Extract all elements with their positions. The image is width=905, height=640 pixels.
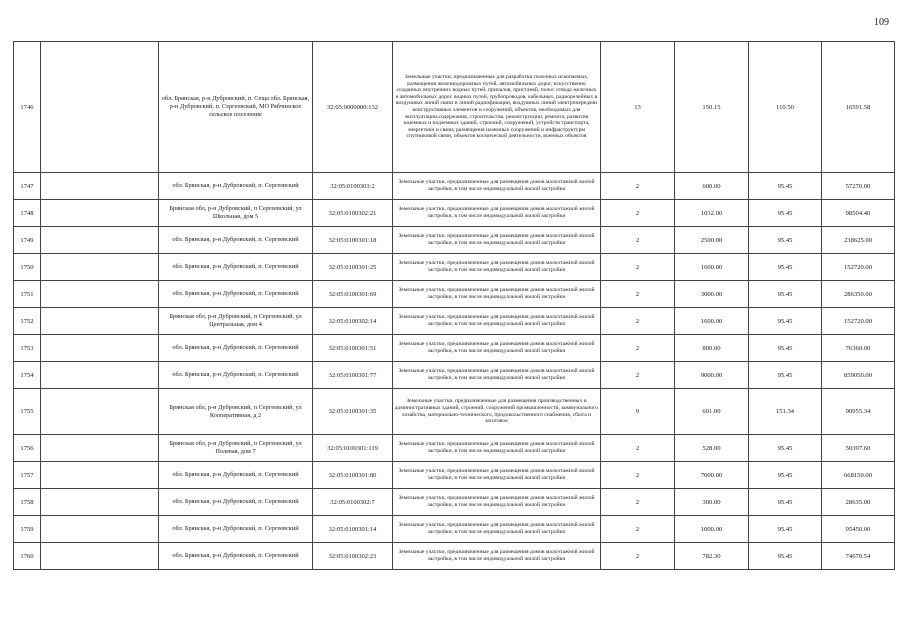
area: 782.30 <box>675 543 749 570</box>
category-code: 2 <box>601 308 675 335</box>
category-code: 2 <box>601 362 675 389</box>
cadastral-value: 74670.54 <box>822 543 895 570</box>
area: 601.00 <box>675 389 749 435</box>
land-use: Земельные участки, предназначенные для размещения домов малоэтажной жилой застройки, в том числе индивидуальной жилой застройки <box>393 462 601 489</box>
land-use: Земельные участки, предназначенные для размещения домов малоэтажной жилой застройки, в том числе индивидуальной жилой застройки <box>393 254 601 281</box>
area: 3000.00 <box>675 281 749 308</box>
address: обл. Брянская, р-н Дубровский, п. Сергеевский <box>159 462 313 489</box>
table-row <box>14 200 895 227</box>
address: Брянская обл, р-н Дубровский, п Сергеевский, ул Полевая, дом 7 <box>159 435 313 462</box>
table-row <box>14 389 895 435</box>
cadastral-value: 98504.40 <box>822 200 895 227</box>
empty-cell <box>41 389 159 435</box>
area: 528.00 <box>675 435 749 462</box>
address: обл. Брянская, р-н Дубровский, п. Сергеевский <box>159 173 313 200</box>
land-use: Земельные участки, предназначенные для размещения домов малоэтажной жилой застройки, в том числе индивидуальной жилой застройки <box>393 335 601 362</box>
land-use: Земельные участки, предназначенные для размещения домов малоэтажной жилой застройки, в том числе индивидуальной жилой застройки <box>393 543 601 570</box>
area: 800.00 <box>675 335 749 362</box>
row-number: 1749 <box>14 227 41 254</box>
address: обл. Брянская, р-н Дубровский, п. Сергеевский <box>159 516 313 543</box>
cadastral-value: 76360.00 <box>822 335 895 362</box>
table-row <box>14 489 895 516</box>
row-number: 1760 <box>14 543 41 570</box>
category-code: 2 <box>601 335 675 362</box>
area: 600.00 <box>675 173 749 200</box>
land-use: Земельные участки, предназначенные для размещения домов малоэтажной жилой застройки, в том числе индивидуальной жилой застройки <box>393 227 601 254</box>
cadastral-number: 32:05:0100301:77 <box>313 362 393 389</box>
rate: 95.45 <box>749 516 822 543</box>
rate: 95.45 <box>749 435 822 462</box>
table-row <box>14 42 895 173</box>
rate: 151.34 <box>749 389 822 435</box>
address: обл. Брянская, р-н Дубровский, п. Сергеевский <box>159 489 313 516</box>
empty-cell <box>41 489 159 516</box>
category-code: 9 <box>601 389 675 435</box>
cadastral-value: 28635.00 <box>822 489 895 516</box>
empty-cell <box>41 335 159 362</box>
table-row <box>14 254 895 281</box>
cadastral-number: 32:05:0100303:2 <box>313 173 393 200</box>
land-use: Земельные участки, предназначенные для размещения домов малоэтажной жилой застройки, в том числе индивидуальной жилой застройки <box>393 173 601 200</box>
table-row <box>14 462 895 489</box>
rate: 95.45 <box>749 543 822 570</box>
cadastral-number: 32:05:0100302:23 <box>313 543 393 570</box>
cadastral-number: 32:05:0100301:80 <box>313 462 393 489</box>
address: обл. Брянская, р-н Дубровский, п. Сергеевский <box>159 335 313 362</box>
empty-cell <box>41 462 159 489</box>
category-code: 2 <box>601 200 675 227</box>
row-number: 1758 <box>14 489 41 516</box>
cadastral-value: 57270.00 <box>822 173 895 200</box>
table-row <box>14 435 895 462</box>
cadastral-number: 32:05:0100302:21 <box>313 200 393 227</box>
table-row <box>14 281 895 308</box>
rate: 95.45 <box>749 281 822 308</box>
land-use: Земельные участки, предназначенные для размещения домов малоэтажной жилой застройки, в том числе индивидуальной жилой застройки <box>393 200 601 227</box>
category-code: 2 <box>601 462 675 489</box>
row-number: 1746 <box>14 42 41 173</box>
empty-cell <box>41 516 159 543</box>
rate: 95.45 <box>749 335 822 362</box>
empty-cell <box>41 254 159 281</box>
empty-cell <box>41 543 159 570</box>
land-use: Земельные участки, предназначенные для размещения домов малоэтажной жилой застройки, в том числе индивидуальной жилой застройки <box>393 516 601 543</box>
row-number: 1756 <box>14 435 41 462</box>
rate: 95.45 <box>749 362 822 389</box>
cadastral-value: 859050.00 <box>822 362 895 389</box>
cadastral-number: 32:05:0100301:119 <box>313 435 393 462</box>
empty-cell <box>41 362 159 389</box>
cadastral-number: 32:05:0100302:14 <box>313 308 393 335</box>
rate: 95.45 <box>749 308 822 335</box>
cadastral-value: 16591.58 <box>822 42 895 173</box>
address: Брянская обл, р-н Дубровский, п Сергеевский, ул Школьная, дом 5 <box>159 200 313 227</box>
area: 1000.00 <box>675 516 749 543</box>
empty-cell <box>41 42 159 173</box>
empty-cell <box>41 200 159 227</box>
row-number: 1748 <box>14 200 41 227</box>
land-use: Земельные участки, предназначенные для размещения домов малоэтажной жилой застройки, в том числе индивидуальной жилой застройки <box>393 308 601 335</box>
address: обл. Брянская, р-н Дубровский, п. Сергеевский <box>159 254 313 281</box>
area: 1600.00 <box>675 254 749 281</box>
land-use: Земельные участки, предназначенные для размещения домов малоэтажной жилой застройки, в том числе индивидуальной жилой застройки <box>393 435 601 462</box>
row-number: 1754 <box>14 362 41 389</box>
land-use: Земельные участки, предназначенные для размещения домов малоэтажной жилой застройки, в том числе индивидуальной жилой застройки <box>393 281 601 308</box>
category-code: 2 <box>601 173 675 200</box>
land-use: Земельные участки, предназначенные для разработки полезных ископаемых, размещения железнодорожных путей, автомобильных дорог, искусственно созданных внутренних водных путей, причалов, пристаней, полос отвода железных и автомобильных дорог, водных путей, трубопроводов, кабельных, радиорелейных и воздушных линий связи и линий радиофикации, воздушных линий электропередачи конструктивных элементов и сооружений, объектов, необходимых для эксплуатации,содержания, строительства, реконструкции, ремонта, развития наземных и подземных зданий, строений, сооружений, устройств транспорта, энергетики и связи; размещения наземных сооружений и инфраструктуры спутниковой связи, объектов космической деятельности, военных объектов <box>393 42 601 173</box>
land-use: Земельные участки, предназначенные для размещения производственных и административных зданий, строений, сооружений промышленности, коммунального хозяйства, материально-технического, продовольственного снабжения, сбыта и заготовок <box>393 389 601 435</box>
area: 150.15 <box>675 42 749 173</box>
cadastral-value: 152720.00 <box>822 254 895 281</box>
table-row <box>14 543 895 570</box>
empty-cell <box>41 281 159 308</box>
rate: 95.45 <box>749 489 822 516</box>
row-number: 1752 <box>14 308 41 335</box>
address: Брянская обл, р-н Дубровский, п Сергеевский, ул Центральная, дом 4 <box>159 308 313 335</box>
category-code: 2 <box>601 516 675 543</box>
empty-cell <box>41 435 159 462</box>
category-code: 2 <box>601 281 675 308</box>
category-code: 2 <box>601 254 675 281</box>
row-number: 1753 <box>14 335 41 362</box>
address: Брянская обл, р-н Дубровский, п Сергеевский, ул Кооперативная, д 2 <box>159 389 313 435</box>
rate: 95.45 <box>749 462 822 489</box>
table-row <box>14 308 895 335</box>
cadastral-value: 238625.00 <box>822 227 895 254</box>
cadastral-number: 32:05:0100301:35 <box>313 389 393 435</box>
cadastral-value: 90955.34 <box>822 389 895 435</box>
row-number: 1747 <box>14 173 41 200</box>
area: 1600.00 <box>675 308 749 335</box>
cadastral-value: 668150.00 <box>822 462 895 489</box>
cadastral-number: 32:05:0100301:51 <box>313 335 393 362</box>
table-row <box>14 335 895 362</box>
table-row <box>14 516 895 543</box>
land-use: Земельные участки, предназначенные для размещения домов малоэтажной жилой застройки, в том числе индивидуальной жилой застройки <box>393 362 601 389</box>
rate: 95.45 <box>749 227 822 254</box>
land-registry-table <box>13 41 895 570</box>
cadastral-number: 32:05:0100302:7 <box>313 489 393 516</box>
rate: 95.45 <box>749 254 822 281</box>
rate: 95.45 <box>749 173 822 200</box>
row-number: 1759 <box>14 516 41 543</box>
rate: 110.50 <box>749 42 822 173</box>
cadastral-value: 50397.60 <box>822 435 895 462</box>
row-number: 1751 <box>14 281 41 308</box>
table-row <box>14 362 895 389</box>
area: 2500.00 <box>675 227 749 254</box>
category-code: 2 <box>601 435 675 462</box>
empty-cell <box>41 227 159 254</box>
address: обл. Брянская, р-н Дубровский, п. Сергеевский <box>159 281 313 308</box>
empty-cell <box>41 308 159 335</box>
cadastral-value: 286350.00 <box>822 281 895 308</box>
rate: 95.45 <box>749 200 822 227</box>
cadastral-value: 95450.00 <box>822 516 895 543</box>
category-code: 13 <box>601 42 675 173</box>
area: 300.00 <box>675 489 749 516</box>
row-number: 1755 <box>14 389 41 435</box>
address: обл. Брянская, р-н Дубровский, п. Сергеевский <box>159 227 313 254</box>
empty-cell <box>41 173 159 200</box>
page-number: 109 <box>874 17 889 28</box>
address: обл. Брянская, р-н Дубровский, п. Сергеевский <box>159 362 313 389</box>
land-use: Земельные участки, предназначенные для размещения домов малоэтажной жилой застройки, в том числе индивидуальной жилой застройки <box>393 489 601 516</box>
category-code: 2 <box>601 543 675 570</box>
cadastral-number: 32:05:0100301:25 <box>313 254 393 281</box>
cadastral-number: 32:05:0100301:18 <box>313 227 393 254</box>
cadastral-number: 32:05:0000000:132 <box>313 42 393 173</box>
table-row <box>14 227 895 254</box>
cadastral-value: 152720.00 <box>822 308 895 335</box>
area: 9000.00 <box>675 362 749 389</box>
category-code: 2 <box>601 489 675 516</box>
area: 1032.00 <box>675 200 749 227</box>
cadastral-number: 32:05:0100301:69 <box>313 281 393 308</box>
category-code: 2 <box>601 227 675 254</box>
address: обл. Брянская, р-н Дубровский, п. Сеща обл. Брянская, р-н Дубровский, п. Сергеевский, МО Рябчинское сельское поселение <box>159 42 313 173</box>
cadastral-number: 32:05:0100301:14 <box>313 516 393 543</box>
row-number: 1750 <box>14 254 41 281</box>
address: обл. Брянская, р-н Дубровский, п. Сергеевский <box>159 543 313 570</box>
table-row <box>14 173 895 200</box>
area: 7000.00 <box>675 462 749 489</box>
row-number: 1757 <box>14 462 41 489</box>
